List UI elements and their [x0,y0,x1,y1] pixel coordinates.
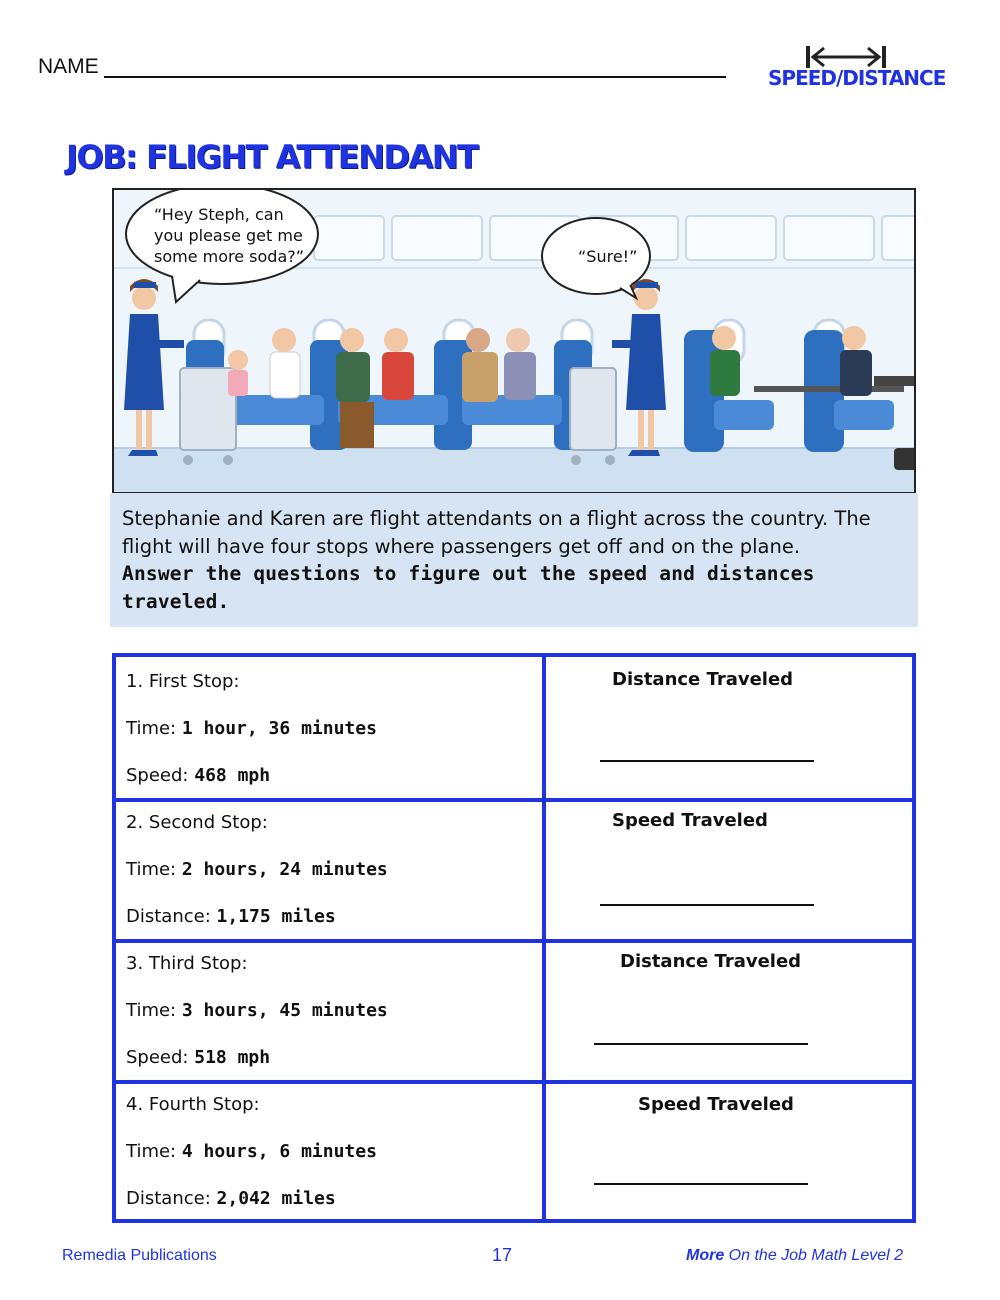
question-row [116,798,912,943]
time-line: Time: 4 hours, 6 minutes [126,1141,377,1162]
time-line: Time: 2 hours, 24 minutes [126,859,388,880]
footer-book-title: More On the Job Math Level 2 [686,1247,904,1264]
question-row [116,1080,912,1223]
answer-label: Distance Traveled [612,669,794,690]
footer-publisher: Remedia Publications [62,1247,217,1264]
answer-label: Speed Traveled [638,1094,794,1115]
answer-label: Speed Traveled [612,810,768,831]
time-line: Time: 1 hour, 36 minutes [126,718,377,739]
page-title: JOB: FLIGHT ATTENDANT [66,138,478,176]
intro-description: Stephanie and Karen are flight attendants on a flight across the country. The flight will have four stops where passengers get off and on the plane. [122,507,871,558]
question-info [116,1084,542,1223]
answer-input-line[interactable] [594,1183,808,1185]
speech-bubble-left-text: “Hey Steph, can you please get me some more soda?” [154,205,305,266]
answer-cell [542,657,916,798]
time-line: Time: 3 hours, 45 minutes [126,1000,388,1021]
answer-label: Distance Traveled [620,951,802,972]
stop-label: 2. Second Stop: [126,812,268,833]
question-info [116,657,542,798]
name-input-line[interactable] [104,76,726,78]
answer-input-line[interactable] [600,760,814,762]
cabin-illustration [112,188,916,494]
questions-table [112,653,916,1223]
question-row [116,657,912,798]
given-line: Distance: 1,175 miles [126,906,336,927]
answer-cell [542,943,916,1084]
answer-input-line[interactable] [600,904,814,906]
intro-text [122,505,912,615]
question-row [116,939,912,1084]
given-line: Speed: 518 mph [126,1047,271,1068]
given-line: Distance: 2,042 miles [126,1188,336,1209]
topic-label: SPEED/DISTANCE [768,66,946,90]
name-label: NAME [38,55,99,78]
speech-bubble-right-text: “Sure!” [578,247,638,266]
question-info [116,943,542,1084]
stop-label: 3. Third Stop: [126,953,248,974]
stop-label: 1. First Stop: [126,671,240,692]
answer-input-line[interactable] [594,1043,808,1045]
answer-cell [542,802,916,943]
intro-box [110,493,918,627]
topic-badge [768,44,958,96]
question-info [116,802,542,943]
answer-cell [542,1084,916,1223]
given-line: Speed: 468 mph [126,765,271,786]
stop-label: 4. Fourth Stop: [126,1094,260,1115]
intro-instruction: Answer the questions to figure out the speed and distances traveled. [122,562,815,613]
page-number: 17 [492,1245,513,1265]
